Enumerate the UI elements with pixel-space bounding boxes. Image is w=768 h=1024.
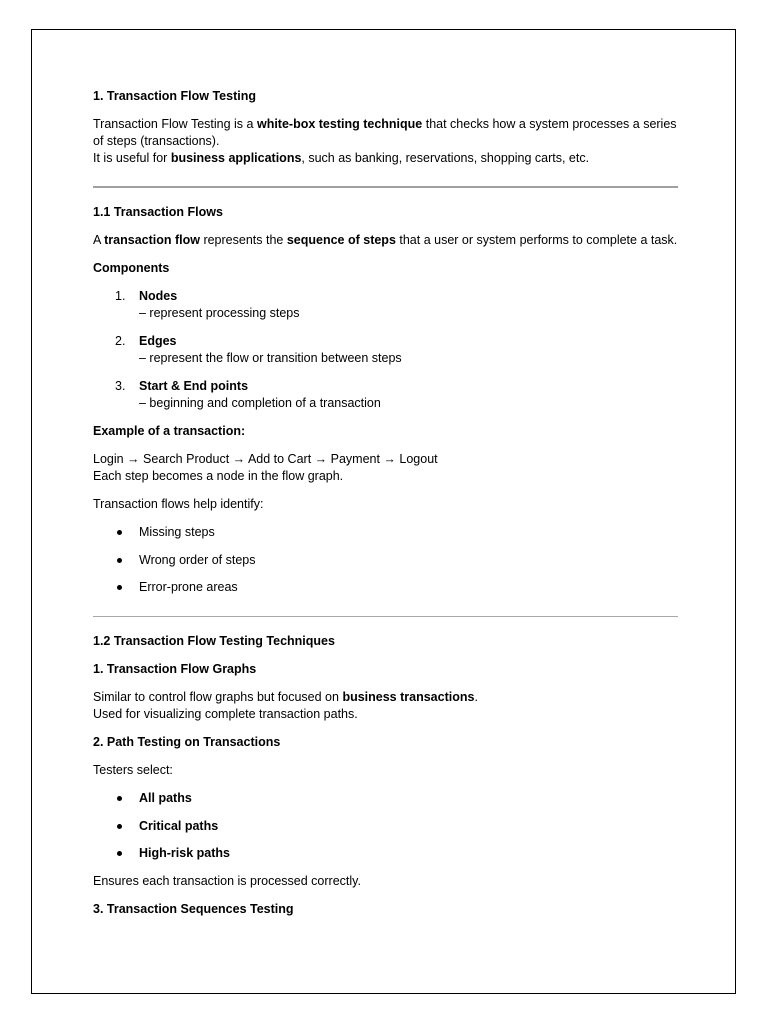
list-item: Critical paths (93, 818, 678, 835)
list-item: Error-prone areas (93, 579, 678, 596)
identify-intro: Transaction flows help identify: (93, 497, 264, 511)
bold-text: business applications (170, 151, 302, 165)
document-page (31, 29, 736, 994)
paragraph: Testers select: (93, 763, 173, 777)
components-list (93, 288, 678, 412)
paragraph (93, 232, 678, 249)
components-heading: Components (93, 261, 170, 275)
example-note: Each step becomes a node in the flow graph. (93, 469, 344, 483)
paths-list (93, 790, 678, 862)
subheading-flow-graphs: 1. Transaction Flow Graphs (93, 662, 257, 676)
component-description: – represent the flow or transition between steps (139, 351, 402, 365)
subheading-path-testing: 2. Path Testing on Transactions (93, 735, 281, 749)
list-number: 2. (115, 334, 126, 348)
document-content (93, 88, 678, 929)
text-run: Transaction Flow Testing is a (93, 117, 257, 131)
list-number: 1. (115, 289, 126, 303)
example-sequence: Login → Search Product → Add to Cart → Payment → Logout (93, 452, 438, 466)
list-item: All paths (93, 790, 678, 807)
identify-list (93, 524, 678, 596)
text-run: A (93, 233, 105, 247)
paragraph (93, 116, 678, 167)
text-run: . (474, 690, 478, 704)
component-description: – beginning and completion of a transaction (139, 396, 381, 410)
text-run: that a user or system performs to complete a task. (395, 233, 678, 247)
component-title: Nodes (139, 289, 178, 303)
list-number: 3. (115, 379, 126, 393)
rich-text (93, 690, 478, 704)
component-title: Edges (139, 334, 177, 348)
rich-text (93, 233, 677, 247)
list-item (93, 288, 678, 322)
bold-text: white-box testing technique (256, 117, 423, 131)
text-run: represents the (199, 233, 287, 247)
component-title: Start & End points (139, 379, 249, 393)
text-run: It is useful for (93, 151, 171, 165)
bold-text: sequence of steps (286, 233, 396, 247)
text-run: , such as banking, reservations, shopping carts, etc. (301, 151, 590, 165)
section-divider (93, 616, 678, 617)
section-divider (93, 186, 678, 188)
list-item (93, 378, 678, 412)
section-heading-techniques: 1.2 Transaction Flow Testing Techniques (93, 634, 335, 648)
subheading-sequences-testing: 3. Transaction Sequences Testing (93, 901, 294, 916)
bold-text: transaction flow (104, 233, 200, 247)
text-run: Similar to control flow graphs but focused on (93, 690, 343, 704)
rich-text (93, 117, 677, 148)
paragraph (93, 689, 678, 723)
text: Used for visualizing complete transaction paths. (93, 707, 358, 721)
component-description: – represent processing steps (139, 306, 300, 320)
paragraph: Ensures each transaction is processed correctly. (93, 873, 361, 888)
bold-text: business transactions (342, 690, 475, 704)
text-run: that checks how a system processes a series of steps (transactions). (93, 117, 677, 148)
list-item: Missing steps (93, 524, 678, 541)
example-heading: Example of a transaction: (93, 424, 246, 438)
section-heading-transaction-flow-testing: 1. Transaction Flow Testing (93, 89, 256, 103)
list-item (93, 333, 678, 367)
rich-text (93, 151, 589, 165)
list-item: Wrong order of steps (93, 552, 678, 569)
list-item: High-risk paths (93, 845, 678, 862)
section-heading-transaction-flows: 1.1 Transaction Flows (93, 205, 223, 219)
paragraph (93, 451, 678, 485)
